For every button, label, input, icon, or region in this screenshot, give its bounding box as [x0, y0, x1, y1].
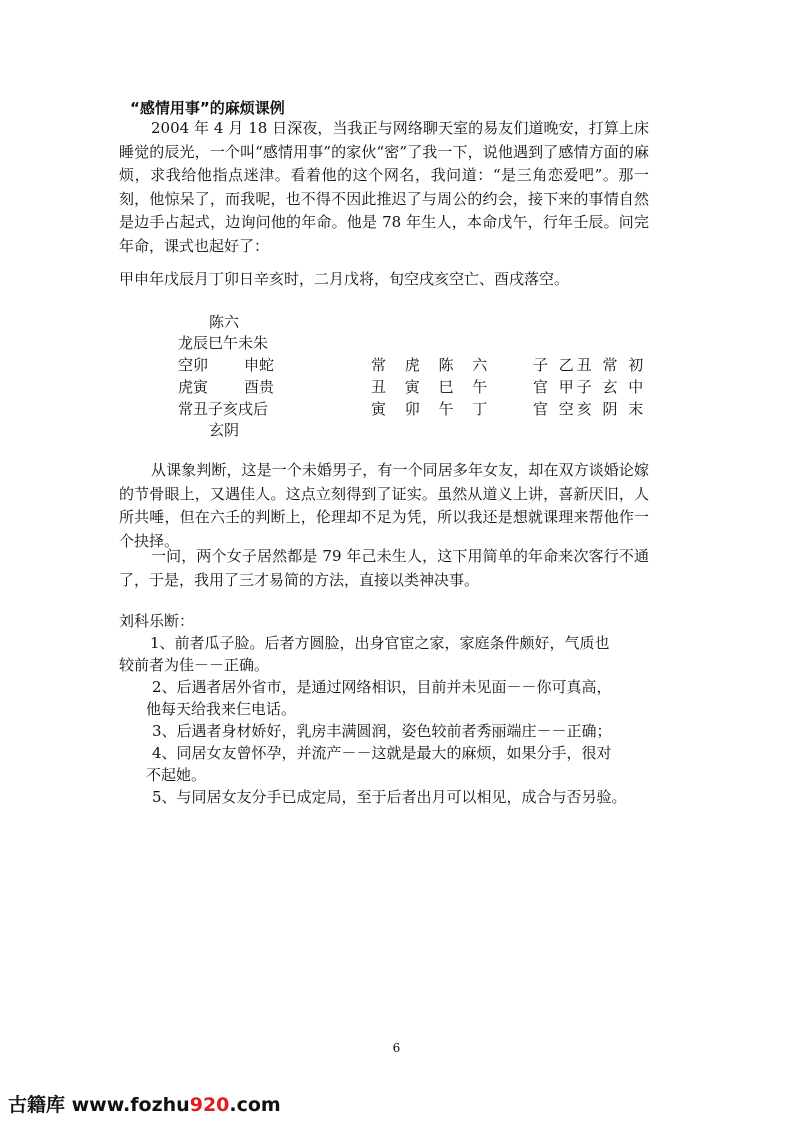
- judgment-item: 5、与同居女友分手已成定局，至于后者出月可以相见，成合与否另验。: [152, 788, 627, 806]
- judgment-item: 4、同居女友曾怀孕，并流产－－这就是最大的麻烦，如果分手，很对: [152, 744, 612, 762]
- analysis-paragraph-2: 一问，两个女子居然都是 79 年己未生人，这下用简单的年命来次客行不通了，于是，我用了三才易简的方法，直接以类神决事。: [119, 547, 649, 589]
- watermark-suffix: .com: [229, 1094, 281, 1116]
- judgment-item-cont: 他每天给我来仨电话。: [146, 700, 297, 718]
- judgment-item: 1、前者瓜子脸。后者方圆脸，出身官宦之家，家庭条件颇好，气质也: [150, 634, 610, 652]
- chart-row2-left: 虎寅: [178, 378, 209, 396]
- intro-paragraph: 2004 年 4 月 18 日深夜，当我正与网络聊天室的易友们道晚安，打算上床睡觉的辰光，一个叫“感情用事”的家伙“密”了我一下，说他遇到了感情方面的麻烦，求我给他指点迷津。看着他的这个网名，我问道：“是三角恋爱吧”。那一刻，他惊呆了，而我呢，也不得不因此推迟了与周公的约会，接下来的事情自然是边手占起式，边询问他的年命。他是 78 年生人，本命戊午，行年壬辰。问完年命，课式也起好了：: [119, 119, 649, 255]
- judgment-item: 3、后遇者身材娇好，乳房丰满圆润，姿色较前者秀丽端庄－－正确；: [152, 722, 612, 740]
- chart-row2-right: 酉贵: [244, 378, 275, 396]
- chart-mid-row: 寅 卯 午 丁: [371, 400, 495, 418]
- chart-mid-row: 常 虎 陈 六: [371, 356, 495, 374]
- chart-top: 陈六: [209, 313, 240, 331]
- judgment-item-cont: 不起她。: [146, 766, 207, 784]
- chart-row0: 龙辰巳午未朱: [178, 334, 269, 352]
- document-title: “感情用事”的麻烦课例: [130, 99, 285, 117]
- watermark-highlight: 920: [189, 1094, 230, 1116]
- page-number: 6: [392, 1041, 401, 1055]
- judgment-item: 2、后遇者居外省市，是通过网络相识，目前并未见面－－你可真高，: [152, 678, 612, 696]
- setup-line: 甲申年戊辰月丁卯日辛亥时，二月戊将，旬空戌亥空亡、酉戌落空。: [119, 270, 570, 288]
- judgment-item-cont: 较前者为佳－－正确。: [119, 656, 270, 674]
- chart-right-row: 官 甲子 玄 中: [533, 378, 647, 396]
- chart-row1-right: 申蛇: [244, 356, 275, 374]
- analysis-paragraph-1: 从课象判断，这是一个未婚男子，有一个同居多年女友，却在双方谈婚论嫁的节骨眼上，又遇佳人。这点立刻得到了证实。虽然从道义上讲，喜新厌旧，人所共唾，但在六壬的判断上，伦理却不足为凭，所以我还是想就课理来帮他作一个抉择。: [119, 461, 649, 550]
- judgment-label: 刘科乐断：: [119, 612, 195, 630]
- chart-row3: 常丑子亥戌后: [178, 400, 269, 418]
- chart-mid-row: 丑 寅 巳 午: [371, 378, 495, 396]
- site-watermark[interactable]: [8, 1090, 281, 1117]
- chart-right-row: 子 乙丑 常 初: [533, 356, 647, 374]
- chart-row1-left: 空卯: [178, 356, 209, 374]
- chart-right-row: 官 空亥 阴 末: [533, 400, 647, 418]
- watermark-prefix: 古籍库 www.fozhu: [8, 1094, 190, 1116]
- chart-bottom: 玄阴: [209, 421, 240, 439]
